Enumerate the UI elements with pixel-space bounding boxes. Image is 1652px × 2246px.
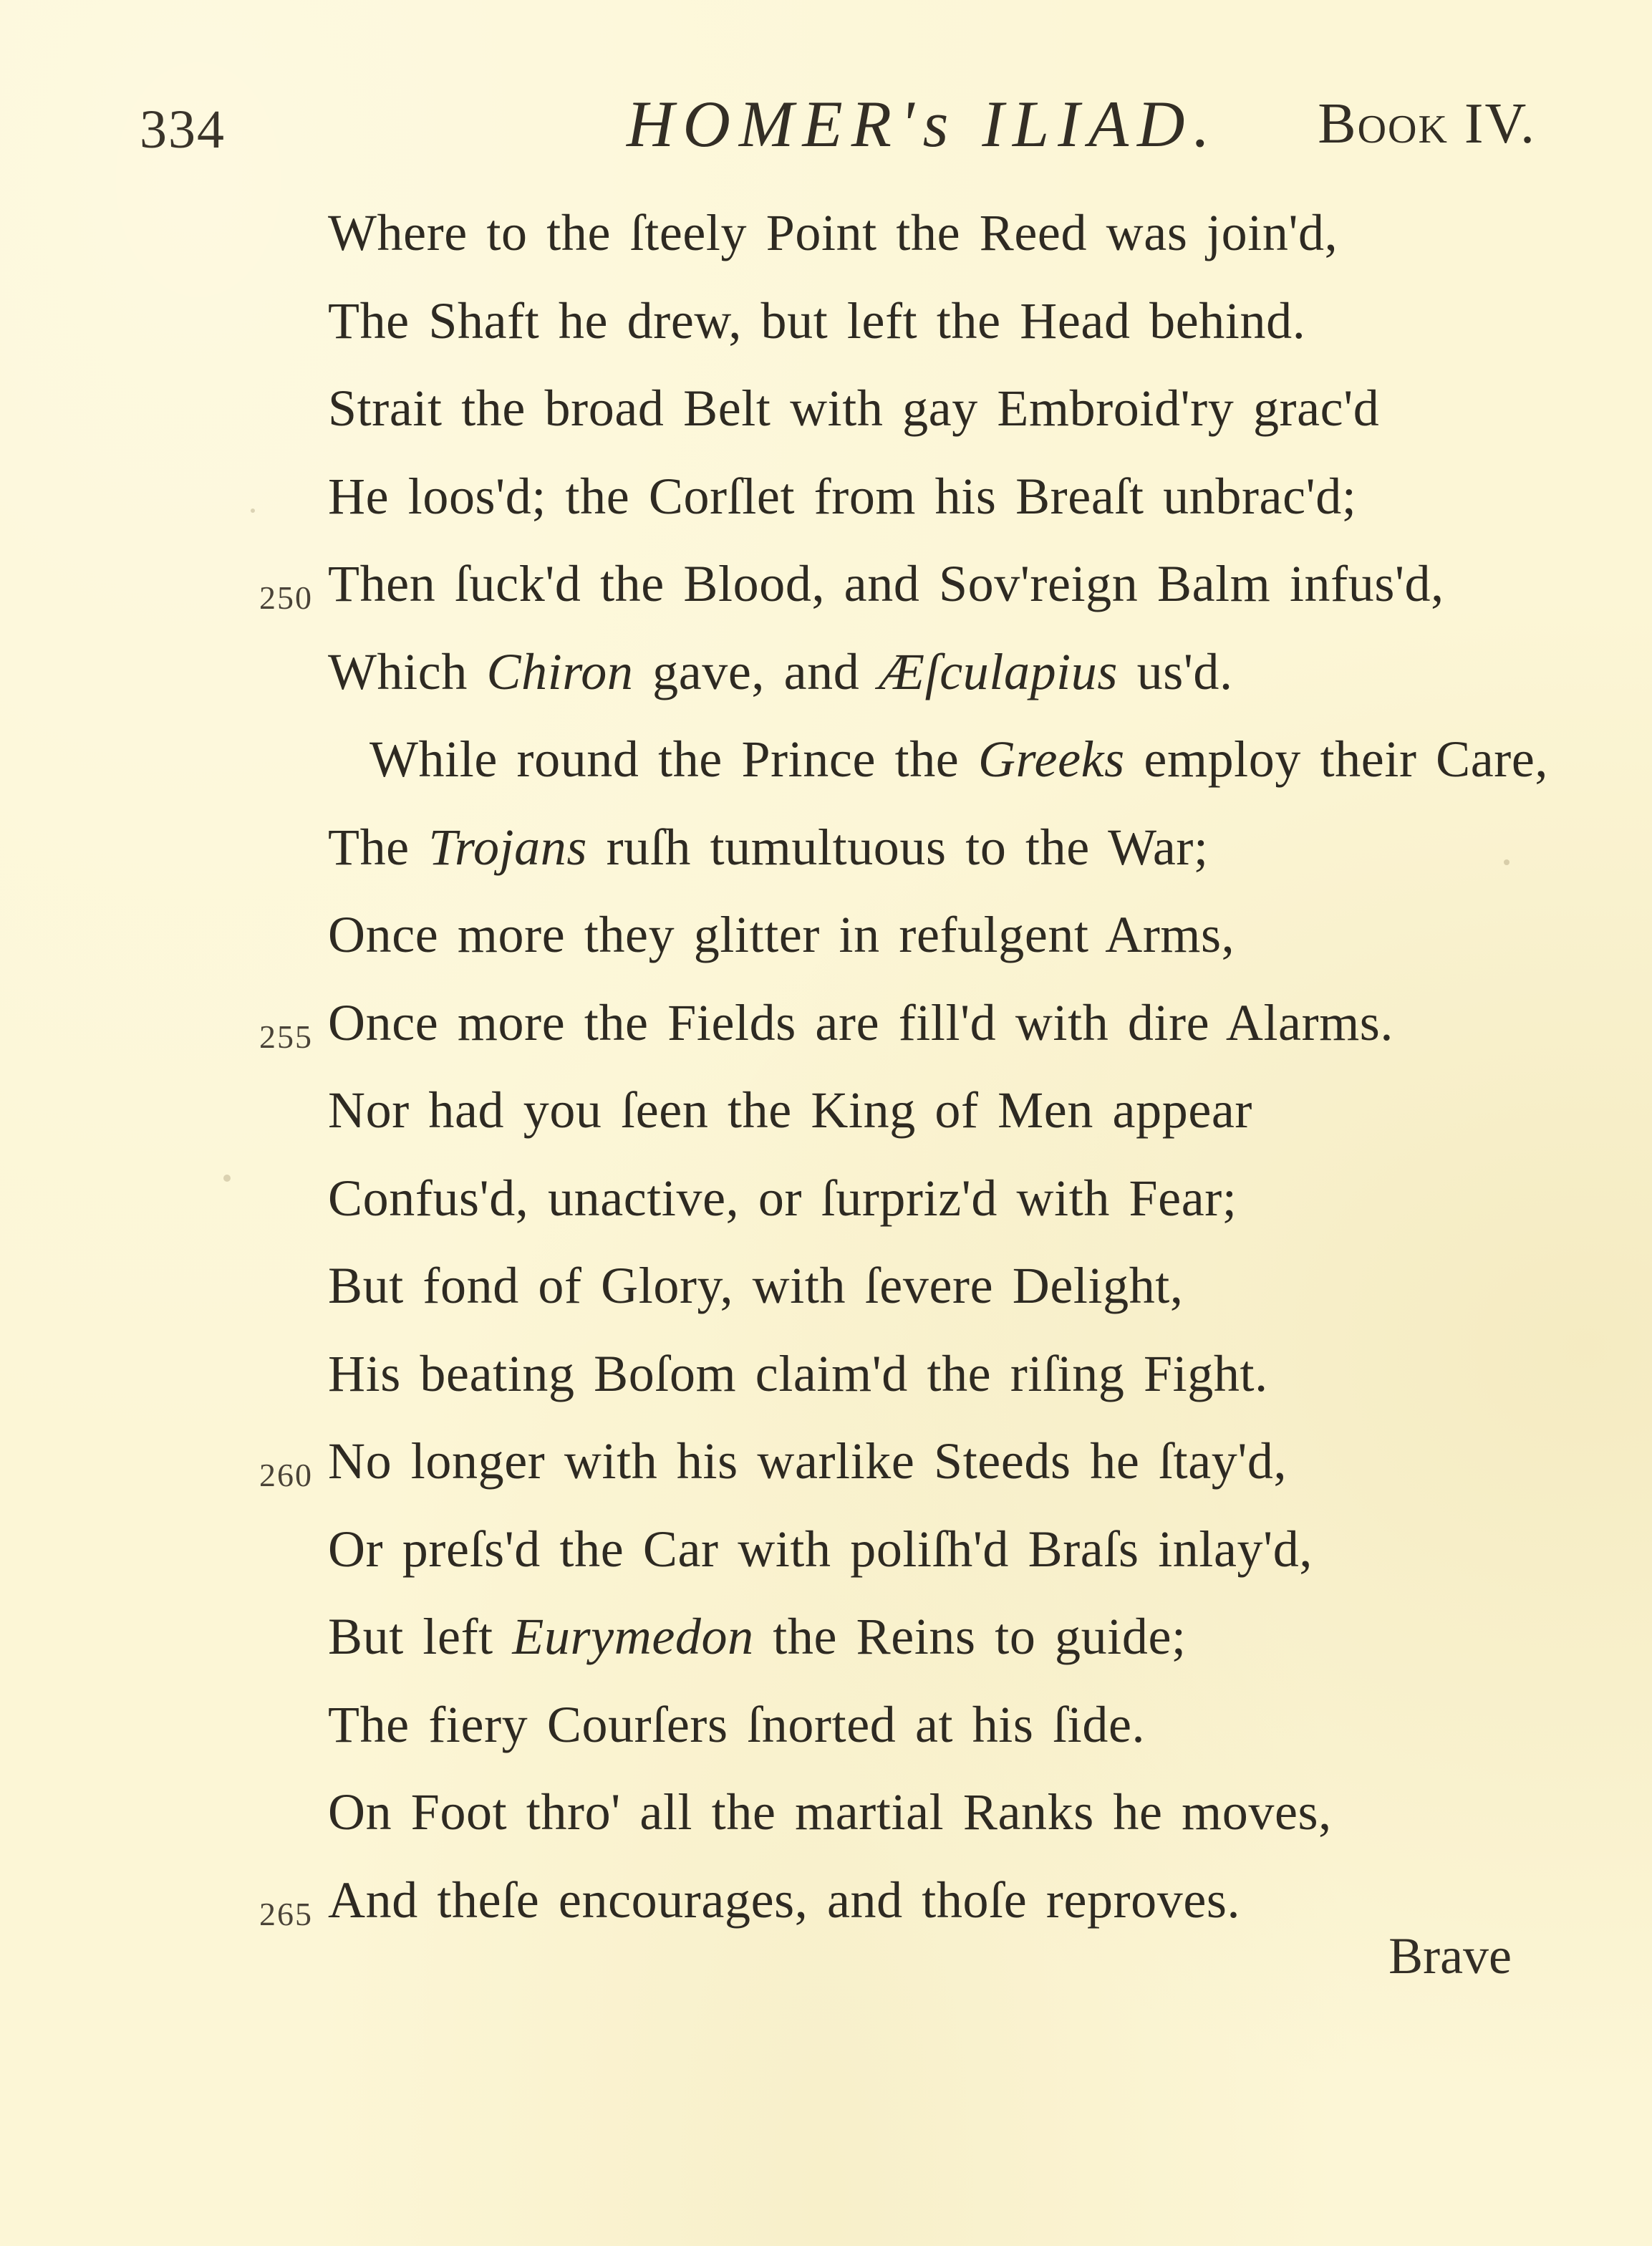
page-header <box>140 86 1536 165</box>
paper-speck <box>251 509 255 513</box>
verse-line <box>0 1776 1652 1864</box>
page-number: 334 <box>140 100 226 160</box>
verse-block <box>0 197 1652 1952</box>
book-label: Book IV. <box>1318 92 1536 155</box>
verse-text: And theſe encourages, and thoſe reproves. <box>328 1871 1241 1929</box>
line-number: 265 <box>259 1895 313 1932</box>
verse-line <box>0 1425 1652 1513</box>
verse-text: Then ſuck'd the Blood, and Sov'reign Balm infus'd, <box>328 555 1444 612</box>
verse-text: The fiery Courſers ſnorted at his ſide. <box>328 1695 1146 1753</box>
verse-line <box>0 1074 1652 1162</box>
verse-line <box>0 461 1652 549</box>
italic-name: Trojans <box>428 818 587 876</box>
paper-speck <box>223 1175 231 1182</box>
verse-text: Confus'd, unactive, or ſurpriz'd with Fear; <box>328 1169 1237 1227</box>
italic-name: Æſculapius <box>879 642 1119 700</box>
verse-line <box>0 1689 1652 1777</box>
italic-name: Greeks <box>977 731 1125 788</box>
verse-text: Where to the ſteely Point the Reed was join'd, <box>328 204 1338 261</box>
paper-speck <box>1504 859 1509 865</box>
verse-line <box>0 372 1652 461</box>
verse-text: Once more the Fields are fill'd with dire Alarms. <box>328 993 1394 1051</box>
line-number: 250 <box>259 579 313 616</box>
verse-text: On Foot thro' all the martial Ranks he moves, <box>328 1783 1332 1841</box>
verse-line <box>0 899 1652 987</box>
verse-line <box>0 1513 1652 1601</box>
running-title: HOMER's ILIAD. <box>627 87 1219 160</box>
verse-line <box>0 1250 1652 1338</box>
verse-text: He loos'd; the Corſlet from his Breaſt unbrac'd; <box>328 467 1357 525</box>
verse-text: While round the Prince the Greeks employ their Care, <box>369 731 1549 788</box>
verse-line <box>0 197 1652 285</box>
verse-text: Once more they glitter in refulgent Arms, <box>328 906 1235 963</box>
verse-text: Strait the broad Belt with gay Embroid'ry grac'd <box>328 380 1380 437</box>
verse-text: Nor had you ſeen the King of Men appear <box>328 1081 1253 1139</box>
verse-line <box>0 285 1652 373</box>
verse-line <box>0 548 1652 636</box>
italic-name: Chiron <box>486 642 634 700</box>
verse-text: But left Eurymedon the Reins to guide; <box>328 1608 1187 1665</box>
verse-text: But fond of Glory, with ſevere Delight, <box>328 1257 1184 1314</box>
verse-line <box>0 1601 1652 1689</box>
verse-line <box>0 987 1652 1075</box>
verse-line <box>0 1338 1652 1426</box>
verse-text: Or preſs'd the Car with poliſh'd Braſs inlay'd, <box>328 1520 1313 1578</box>
verse-line <box>0 636 1652 724</box>
line-number: 255 <box>259 1018 313 1055</box>
catchword: Brave <box>1388 1927 1512 1985</box>
italic-name: Eurymedon <box>512 1608 754 1665</box>
verse-text: The Trojans ruſh tumultuous to the War; <box>328 818 1209 876</box>
verse-text: The Shaft he drew, but left the Head behind. <box>328 291 1306 350</box>
verse-line <box>0 723 1652 811</box>
verse-text: Which Chiron gave, and Æſculapius us'd. <box>328 642 1233 700</box>
verse-line <box>0 1162 1652 1250</box>
line-number: 260 <box>259 1457 313 1493</box>
verse-text: No longer with his warlike Steeds he ſtay'd, <box>328 1432 1288 1490</box>
verse-line <box>0 811 1652 900</box>
verse-text: His beating Boſom claim'd the riſing Fight. <box>328 1344 1268 1402</box>
